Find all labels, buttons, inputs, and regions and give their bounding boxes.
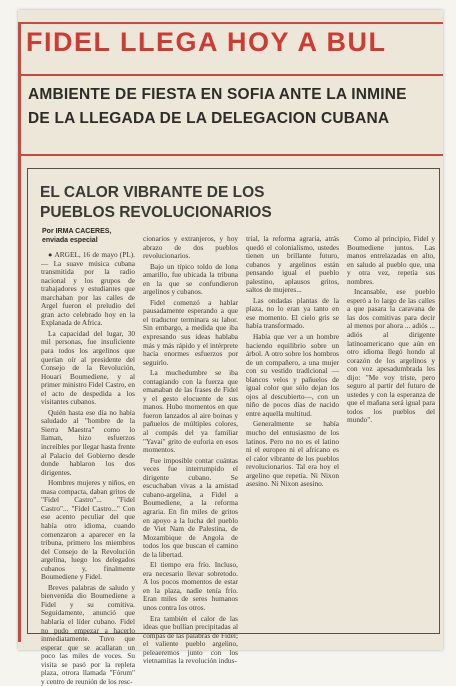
paragraph: La muchedumbre se iba contagiando con la fuerza que emanaban de las frases de Fidel y el gesto elocuente de sus manos. Hubo momentos en que fueron lanzados al aire boinas y pañuelos de múltiples colores, al compás del ya familiar "Yavai" grito de euforia en esos momentos. <box>143 368 238 455</box>
paragraph: cionarios y extranjeros, y hoy abrazo de dos pueblos revolucionarios. <box>143 234 238 261</box>
paragraph: Las ondadas plantas de la plaza, no lo eran ya tanto en ese momento. El cielo gris se había transformado. <box>246 295 339 331</box>
paragraph: Era también el calor de las ideas que bullían precipitadas al compás de las palabras de Fidel; el valiente pueblo argelino, peleaeremos junto con los vietnamitas la revolución indus- <box>143 613 238 666</box>
article-column-1 <box>41 250 136 686</box>
article-column-4 <box>347 235 435 629</box>
paragraph: Bajo un típico toldo de lona amarillo, fue ubicada la tribuna en la que se confundieron argelinos y cubanos. <box>143 261 238 297</box>
newspaper-clipping <box>18 10 443 686</box>
main-headline: FIDEL LLEGA HOY A BUL <box>26 27 387 57</box>
article-box <box>27 168 440 686</box>
byline-author: Por IRMA CACERES, <box>42 228 112 235</box>
subheadline-divider <box>18 154 443 156</box>
byline-role: enviada especial <box>42 236 98 244</box>
headline-divider <box>18 74 443 76</box>
paragraph: Generalmente se había mucho del entusiasmo de los latinos. Pero no no es el latino ni el europeo ni el africano es el calor vibrante de los pueblos revolucionarios. Tal era hoy el argelino que repetía. Ni Nixon asesino. Ni Nixon asesino. <box>246 419 339 489</box>
subheadline-line-1: AMBIENTE DE FIESTA EN SOFIA ANTE LA INMINE <box>28 86 407 103</box>
article-column-3 <box>246 235 339 629</box>
subheadline-line-2: DE LA LLEGADA DE LA DELEGACION CUBANA <box>28 110 390 127</box>
paragraph: Fue imposible contar cuántas veces fue interrumpido el dirigente cubano. Se escuchaban vivas a la amistad cubano-argelina, a Fidel a Boumediene, a la reforma agraria. En fin miles de gritos en apoyo a la lucha del pueblo de Viet Nam de Palestina, de Mozambique de Angola de todos los que buscan el camino de la libertad. <box>143 455 238 559</box>
paragraph: Como al principio, Fidel y Boumediene juntos. Las manos entrelazadas en alto, en saludo al pueblo que, una y otra vez, repetía sus nombres. <box>347 234 435 286</box>
paragraph: Hombres mujeres y niños, en masa compacta, daban gritos de "Fidel Castro"... "Fidel Castro"... "Fidel Castro..." Con ese acento peculiar del que había otro idioma, cuando comenzaron a aparecer en la tribuna, primero los miembros del Consejo de la Revolución argelina, luego los delegados cubanos y, finalmente Boumediene y Fidel. <box>41 478 135 582</box>
paragraph: Incansable, ese pueblo esperó a lo largo de las calles a que pasara la caravana de las dos comitivas para decir al menos por ahora ... adiós ... adiós al dirigente latinoamericano que aún en otro idioma llegó hondo al corazón de los argelinos y con voz apesadumbrada les dijo: "Me voy triste, pero seguro al partir del futuro de ustedes y con la esperanza de que el mañana será igual para todos los pueblos del mundo". <box>347 287 435 425</box>
left-red-rule <box>18 22 21 642</box>
paragraph: Fidel comenzó a hablar pausadamente esperando a que el traductor terminara su labor. Sin embargo, a medida que iba expresando sus ideas hablaba más y más rápido y el intérprete hacía enormes esfuerzos por seguirlo. <box>143 297 238 367</box>
subheadline <box>28 83 443 139</box>
article-column-2 <box>143 234 238 666</box>
paragraph: trial, la reforma agraria, atrás quedó el colonialismo, ustedes tienen un brillante futuro, cubanos y argelinos están pensando igual el pueblo palestino, aplausos gritos, saltos de mujeres... <box>246 234 339 295</box>
paragraph: Quién hasta ese día no había saludado al "hombre de la Sierra Maestra" como lo llaman, hizo esfuerzos increíbles por llegar hasta frente al Palacio del Gobierno desde donde hablaron los dos dirigentes. <box>41 407 136 477</box>
paragraph: Breves palabras de saludo y bienvenida dio Boumediene a Fidel y su comitiva. Seguidamente, anunció que hablaría el líder cubano. Fidel no pudo empezar a hacerlo inmediatamente. Tuvo que esperar que se acallaran un poco las miles de voces. Su visita se pasó por la repleta plaza, otrora llamada "Fórum" y centro de reunión de los resc- <box>41 582 135 686</box>
article-title: EL CALOR VIBRANTE DE LOS PUEBLOS REVOLUCIONARIOS <box>40 184 272 221</box>
paragraph: La capacidad del lugar, 30 mil personas, fue insuficiente para todos los argelinos que querían oír al presidente del Consejo de la Revolución, Houari Boumediene, y al primer ministro Fidel Castro, en el acto de despedida a los visitantes cubanos. <box>41 328 135 407</box>
paragraph: El tiempo era frío. Incluso, era necesario llevar sobretodo. A los pocos momentos de estar en la plaza, nadie tenía frío. Eran miles de seres humanos unos contra los otros. <box>143 560 238 612</box>
paragraph: ● ARGEL, 16 de mayo (PL).— La suave música cubana transmitida por la radio nacional y los grupos de trabajadores y estudiantes que marchaban por las calles de Argel fueron el preludio del gran acto celebrado hoy en la Explanada de Africa. <box>41 250 135 328</box>
paragraph: Había que ver a un hombre haciendo equilibrio sobre un árbol. A otro sobre los hombros de un compañero, a una mujer con su vestido tradicional —blancos velos y pañuelos de igual color que sólo dejan los ojos al descubierto—, con un niño de pocos días de nacido entre aquella multitud. <box>246 332 339 418</box>
